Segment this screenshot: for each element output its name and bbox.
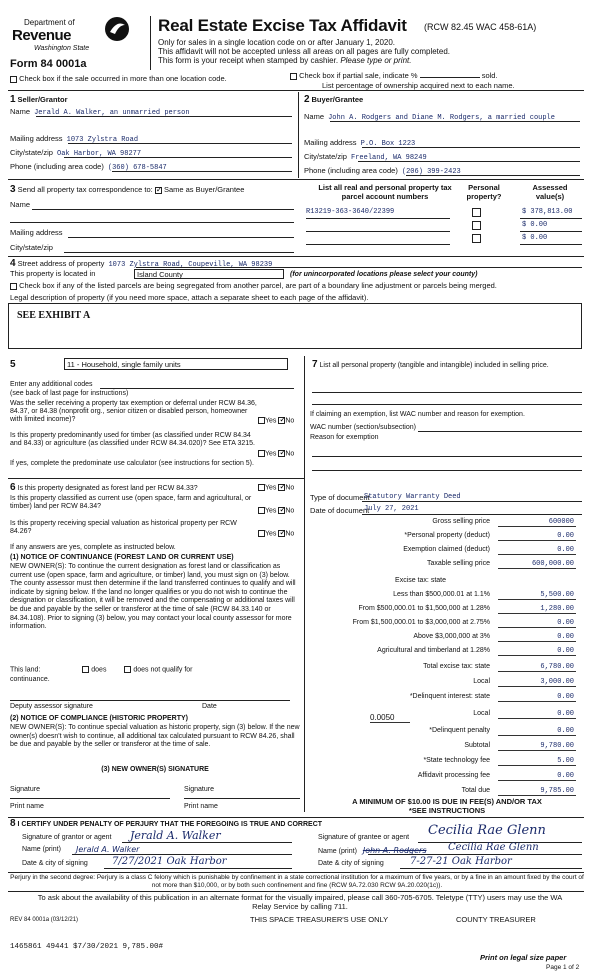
tax-calc-row [314,532,576,544]
tax-calc-label: Gross selling price [432,518,490,525]
personal-property-checkbox[interactable] [472,234,481,243]
buyer-mailing-field[interactable]: P.O. Box 1223 [360,140,416,148]
tax-calc-value[interactable]: 0.00 [498,619,576,628]
tax-calc-label: Local [473,710,490,717]
grantor-date-field[interactable]: 7/27/2021 Oak Harbor [112,856,227,867]
parcel-number[interactable]: R13219-363-3640/22399 [306,208,395,216]
if-yes-note: If any answers are yes, complete as instructed below. [10,544,176,551]
doc-date-field[interactable] [362,505,582,515]
perjury-warning: Perjury in the second degree: Perjury is a class C felony which is punishable by confinement in a state correctional institution for a maximum of five years, or by a fine in an amount fixed by the court of not more than $10,000, or by both such confinement and fine (RCW 9A.72.030 RCW 9A.20.020(1c)). [10,874,584,889]
legal-size-note: Print on legal size paper [480,953,567,962]
tax-calc-row [314,663,576,675]
use-code-select[interactable] [64,358,288,370]
tax-calc-row [314,633,576,645]
seller-heading: 1 Seller/Grantor [10,94,68,105]
exemption-question: Was the seller receiving a property tax exemption or deferral under RCW 84.36, 84.37, or 84.38 (nonprofit org., senior citizen or disabled person, homeowner with limited income)? [10,400,257,424]
tax-calc-row [314,772,576,784]
dept-line1: Department of [24,18,75,27]
page-number: Page 1 of 2 [546,964,580,971]
doc-type-select[interactable] [362,492,582,502]
parcel-row [306,232,582,244]
tax-calc-row [314,647,576,659]
seller-city-field[interactable]: Oak Harbor, WA 98277 [57,150,142,158]
current-use-yes-no: Yes ✓ No [258,507,294,515]
accessibility-note: To ask about the availability of this publication in an alternate format for the visually impaired, please call 360-705-6705. Teletype (TTY) users may use the WA Relay Service by calling 711. [37,893,563,911]
doc-type-label: Type of document [310,493,370,502]
use-code-select-value: 11 - Household, single family units [67,360,181,369]
header-note-1: Only for sales in a single location code on or after January 1, 2020. [158,38,396,47]
tax-calc-value[interactable]: 3,000.00 [498,678,576,687]
exemption-label: If claiming an exemption, list WAC number and reason for exemption. [310,411,525,418]
segregated-check[interactable]: Check box if any of the listed parcels are being segregated from another parcel, are part of a boundary line adjustment or parcels being merged. [10,282,590,291]
tax-calc-label: *Delinquent penalty [429,727,490,734]
land-does-checkbox[interactable] [82,666,89,673]
timber-yes-no: Yes ✓ No [258,450,294,458]
grantor-name-field[interactable]: Jerald A. Walker [76,845,140,854]
tax-calc-label: Less than $500,000.01 at 1.1% [393,591,490,598]
correspondence-mailing: Mailing address [10,228,63,237]
tax-calc-row [314,727,576,739]
doc-type-value: Statutory Warranty Deed [364,493,461,501]
new-owner-signature-label: Signature [10,786,40,793]
header-note-2: This affidavit will not be accepted unless all areas on all pages are fully completed. [158,47,451,56]
tax-calc-row [314,710,576,722]
tax-calc-value[interactable]: 0.00 [498,710,576,719]
wac-number-label: WAC number (section/subsection) [310,424,416,431]
seller-mailing-row: Mailing address 1073 Zylstra Road [10,134,139,144]
tax-calc-row [314,560,576,572]
treasurer-use-label: THIS SPACE TREASURER'S USE ONLY [250,915,389,924]
parcel-value[interactable]: $ 378,813.00 [522,208,573,216]
grantor-signature[interactable]: Jerald A. Walker [130,829,221,842]
historic-question: Is this property receiving special valuation as historical property per RCW 84.26? [10,520,237,536]
section5-num: 5 [10,359,16,370]
parcel-value[interactable]: $ 0.00 [522,221,548,229]
seller-phone-field[interactable]: (360) 678-5847 [107,164,167,172]
legal-description-box[interactable] [8,303,582,349]
grantee-date-label: Date & city of signing [318,860,384,867]
buyer-phone-field[interactable]: (206) 399-2423 [401,168,461,176]
correspondence-name: Name [10,200,31,209]
exemption-yes-checkbox[interactable] [258,417,265,424]
buyer-city-field[interactable]: Freeland, WA 98249 [351,154,427,162]
parcels-col-number: List all real and personal property tax parcel account numbers [318,183,452,201]
tax-calc-row [314,678,576,690]
exemption-reason-label: Reason for exemption [310,434,379,441]
notice1-body: NEW OWNER(S): To continue the current designation as forest land or classification as current use (open space, farm and agriculture, or timber) land, you must sign on (3) below. The county assessor must then determine if the land transferred continues to qualify and will indicate by signing below. If the land no longer qualifies or you do not wish to continue the designation or classification, it will be removed and the compensating or additional taxes will be due and payable by the seller or transferor at the time of sale (RCW 84.33.140 or 84.34.108). Prior to signing (3) below, you may contact your local county assessor for more information. [10,563,296,631]
tax-calc-value[interactable]: 9,785.00 [498,787,576,796]
tax-calc-label: From $1,500,000.01 to $3,000,000 at 2.75% [352,619,490,626]
new-owner-print-name-label-2: Print name [184,803,218,810]
dept-state: Washington State [34,45,90,52]
personal-property-checkbox[interactable] [472,221,481,230]
tax-calc-row [314,742,576,754]
title-citation: (RCW 82.45 WAC 458-61A) [424,22,537,32]
personal-property-label: 7 List all personal property (tangible and intangible) included in selling price. [312,359,549,370]
county-treasurer-label: COUNTY TREASURER [456,915,536,924]
header-note-3: This form is your receipt when stamped by cashier. Please type or print. [158,56,412,65]
grantee-date-field[interactable]: 7-27-21 Oak Harbor [410,856,512,867]
tax-calc-row [314,518,576,530]
grantor-date-label: Date & city of signing [22,860,88,867]
correspondence-city: City/state/zip [10,243,53,252]
forest-yes-checkbox[interactable] [258,484,265,491]
buyer-name-field[interactable]: John A. Rodgers and Diane M. Rodgers, a married couple [328,114,555,122]
tax-calc-label: Above $3,000,000 at 3% [413,633,490,640]
tax-calc-value[interactable]: 600,000.00 [498,560,576,569]
same-as-buyer-checkbox[interactable] [155,187,162,194]
tax-calc-row [314,757,576,769]
doc-date-value: July 27, 2021 [364,505,419,513]
tax-calc-label: Taxable selling price [426,560,490,567]
see-back-label: (see back of last page for instructions) [10,390,129,397]
continuance-label: continuance. [10,676,50,683]
parcel-row [306,219,582,231]
legal-description-text: SEE EXHIBIT A [17,310,91,321]
dept-revenue: Revenue [12,27,72,44]
property-street-row: 4 Street address of property 1073 Zylstra Road, Coupeville, WA 98239 [10,258,273,269]
parcel-value[interactable]: $ 0.00 [522,234,548,242]
buyer-name-row: Name John A. Rodgers and Diane M. Rodgers, a married couple [304,112,555,122]
grantee-name-row: Name (print) John A. Rodgers [318,846,427,855]
forest-yes-no: Yes ✓ No [258,484,294,492]
revenue-logo [8,14,128,58]
tax-calc-value[interactable]: 6,780.00 [498,663,576,672]
segregated-checkbox[interactable] [10,283,17,290]
buyer-heading: 2 Buyer/Grantee [304,94,364,105]
tax-calc-label: Local [473,678,490,685]
tax-calc-value[interactable]: 0.00 [498,772,576,781]
tax-calc-row [314,591,576,603]
deputy-signature-label: Deputy assessor signature [10,703,93,710]
parcels-col-personal: Personal property? [466,183,502,201]
county-select[interactable] [134,269,284,279]
tax-calc-value[interactable]: 0.00 [498,633,576,642]
tax-calc-value[interactable]: 5,500.00 [498,591,576,600]
tax-calc-row [314,693,576,705]
tax-calc-value[interactable]: 1,280.00 [498,605,576,614]
grantee-name-field[interactable]: Cecilia Rae Glenn [448,842,539,853]
tax-calc-value[interactable]: 9,780.00 [498,742,576,751]
buyer-phone-row: Phone (including area code) (206) 399-2423 [304,166,461,176]
forest-question: 6 Is this property designated as forest land per RCW 84.33? [10,482,198,493]
county-select-value: Island County [137,270,183,279]
deputy-date-label: Date [202,703,217,710]
current-use-no-checkbox[interactable] [278,507,285,514]
tax-calc-label: Total due [461,787,490,794]
certify-heading: 8 I CERTIFY UNDER PENALTY OF PERJURY THAT THE FOREGOING IS TRUE AND CORRECT [10,818,323,829]
partial-sale-checkbox[interactable] [290,73,297,80]
property-street-field[interactable]: 1073 Zylstra Road, Coupeville, WA 98239 [108,261,273,269]
new-owner-signature-label-2: Signature [184,786,214,793]
rev-number: REV 84 0001a (03/12/21) [10,917,79,923]
tax-calc-label: Total excise tax: state [423,663,490,670]
tax-calc-label: *Delinquent interest: state [409,693,490,700]
notice3-heading: (3) NEW OWNER(S) SIGNATURE [101,766,209,773]
tax-calc-label: Exemption claimed (deduct) [403,546,490,553]
notice1-heading: (1) NOTICE OF CONTINUANCE (FOREST LAND OR CURRENT USE) [10,554,234,561]
form-number: Form 84 0001a [10,58,87,70]
additional-codes-label: Enter any additional codes [10,381,93,388]
cashier-stamp: 1465861 49441 $7/30/2021 9,785.00# [10,943,164,951]
partial-sale-note: List percentage of ownership acquired next to each name. [322,81,515,90]
land-does-not-checkbox[interactable] [124,666,131,673]
parcels-col-value: Assessed value(s) [532,183,568,201]
buyer-mailing-row: Mailing address P.O. Box 1223 [304,138,416,148]
property-county-row: This property is located in [10,269,96,278]
parcel-row [306,206,582,218]
tax-calc-row [314,577,576,589]
multi-location-checkbox[interactable] [10,76,17,83]
notice2-heading: (2) NOTICE OF COMPLIANCE (HISTORIC PROPERTY) [10,715,188,722]
forest-no-checkbox[interactable] [278,484,285,491]
partial-sale-check[interactable]: Check box if partial sale, indicate % sold. [290,72,498,81]
tax-calc-value[interactable]: 600000 [498,518,576,527]
seller-phone-row: Phone (including area code) (360) 678-5847 [10,162,167,172]
grantee-name-struck: John A. Rodgers [362,846,427,855]
page-title: Real Estate Excise Tax Affidavit [158,16,407,35]
tax-calc-row [314,546,576,558]
tax-calc-value[interactable]: 0.00 [498,546,576,555]
correspondence-row: 3 Send all property tax correspondence to: ✓ Same as Buyer/Grantee [10,184,244,196]
timber-calc-note: If yes, complete the predominate use calculator (see instructions for section 5). [10,460,254,467]
tax-calc-label: Agricultural and timberland at 1.28% [377,647,490,654]
minimum-due-note: A MINIMUM OF $10.00 IS DUE IN FEE(S) AND/OR TAX [352,797,542,806]
buyer-city-row: City/state/zip Freeland, WA 98249 [304,152,427,162]
seller-name-field[interactable]: Jerald A. Walker, an unmarried person [34,109,190,117]
historic-yes-checkbox[interactable] [258,530,265,537]
grantee-sig-label: Signature of grantee or agent [318,834,410,841]
new-owner-print-name-label: Print name [10,803,44,810]
county-note: (for unincorporated locations please select your county) [290,271,478,278]
doc-date-label: Date of document [310,506,370,515]
multi-location-check[interactable]: Check box if the sale occurred in more than one location code. [10,75,227,84]
grantor-sig-label: Signature of grantor or agent [22,834,112,841]
timber-no-checkbox[interactable] [278,450,285,457]
tax-calc-row [314,619,576,631]
this-land-row: This land: does does not qualify for [10,666,193,674]
seller-city-row: City/state/zip Oak Harbor, WA 98277 [10,148,142,158]
tax-calc-label: *State technology fee [423,757,490,764]
personal-property-checkbox[interactable] [472,208,481,217]
exemption-no-checkbox[interactable] [278,417,285,424]
current-use-question: Is this property classified as current use (open space, farm and agricultural, or timber) land per RCW 84.34? [10,495,252,511]
tax-calc-value[interactable]: 5.00 [498,757,576,766]
tax-calc-label: Subtotal [464,742,490,749]
tax-calc-row [314,605,576,617]
historic-no-checkbox[interactable] [278,530,285,537]
historic-yes-no: Yes ✓ No [258,530,294,538]
timber-yes-checkbox[interactable] [258,450,265,457]
revenue-swoosh-icon [104,16,130,42]
tax-calc-value[interactable]: 0.00 [498,727,576,736]
seller-name-row: Name Jerald A. Walker, an unmarried person [10,107,190,117]
current-use-yes-checkbox[interactable] [258,507,265,514]
notice2-body: NEW OWNER(S): To continue special valuation as historic property, sign (3) below. If the new owner(s) doesn't wish to continue, all additional tax calculated pursuant to RCW 84.26, shall be due and payable by the seller or transferor at the time of sale. [10,724,300,749]
exemption-yes-no: Yes ✓ No [258,417,294,425]
grantor-name-label: Name (print) [22,846,61,853]
tax-calc-label: From $500,000.01 to $1,500,000 at 1.28% [358,605,490,612]
tax-calc-value[interactable]: 0.00 [498,647,576,656]
tax-calc-value[interactable]: 0.00 [498,693,576,702]
see-instructions-note: *SEE INSTRUCTIONS [408,806,486,815]
tax-calc-label: Affidavit processing fee [417,772,490,779]
local-rate-value[interactable]: 0.0050 [370,713,410,723]
seller-mailing-field[interactable]: 1073 Zylstra Road [66,136,139,144]
grantee-signature[interactable]: Cecilia Rae Glenn [428,823,546,838]
timber-question: Is this property predominantly used for timber (as classified under RCW 84.34 and 84.33) or agriculture (as classified under RCW 84.34.020)? See ETA 3215. [10,432,256,448]
legal-description-label: Legal description of property (if you need more space, attach a separate sheet to each page of the affidavit). [10,293,369,302]
tax-calc-label: Excise tax: state [395,577,446,584]
tax-calc-label: *Personal property (deduct) [404,532,490,539]
tax-calc-value[interactable]: 0.00 [498,532,576,541]
